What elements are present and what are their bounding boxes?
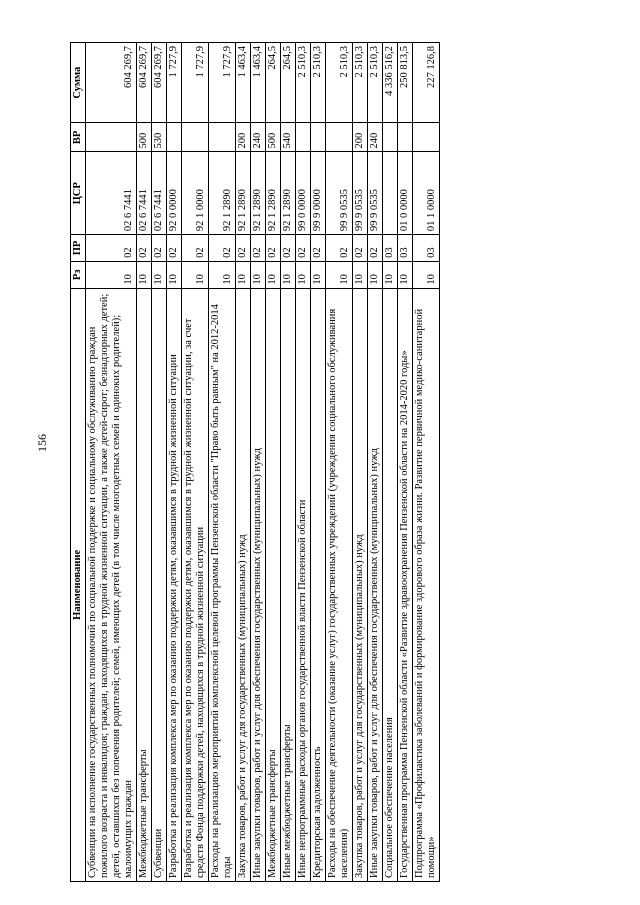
cell-sum: 1 727,9 (182, 43, 209, 123)
cell-vr (413, 123, 440, 152)
table-row (368, 43, 383, 882)
cell-vr (209, 123, 236, 152)
cell-name: Межбюджетные трансферты (137, 288, 152, 881)
cell-csr: 99 0 0000 (296, 152, 311, 235)
cell-csr: 92 1 2890 (281, 152, 296, 235)
cell-rz: 10 (209, 261, 236, 288)
cell-sum: 2 510,3 (353, 43, 368, 123)
budget-table (70, 42, 440, 882)
cell-pr: 03 (383, 235, 398, 262)
cell-rz: 10 (236, 261, 251, 288)
cell-csr: 01 0 0000 (398, 152, 413, 235)
cell-sum: 2 510,3 (311, 43, 326, 123)
cell-rz: 10 (152, 261, 167, 288)
cell-pr: 02 (251, 235, 266, 262)
cell-pr: 02 (167, 235, 182, 262)
cell-vr (182, 123, 209, 152)
cell-csr: 92 1 2890 (209, 152, 236, 235)
header-pr: ПР (71, 235, 86, 262)
cell-vr: 240 (251, 123, 266, 152)
cell-rz: 10 (368, 261, 383, 288)
table-row (311, 43, 326, 882)
cell-csr: 02 6 7441 (86, 152, 137, 235)
cell-sum: 604 269,7 (152, 43, 167, 123)
cell-csr: 02 6 7441 (152, 152, 167, 235)
cell-name: Закупка товаров, работ и услуг для государственных (муниципальных) нужд (353, 288, 368, 881)
cell-pr: 03 (398, 235, 413, 262)
cell-pr: 02 (266, 235, 281, 262)
cell-name: Закупка товаров, работ и услуг для государственных (муниципальных) нужд (236, 288, 251, 881)
cell-pr: 02 (311, 235, 326, 262)
cell-sum: 1 727,9 (167, 43, 182, 123)
cell-pr: 02 (353, 235, 368, 262)
cell-vr: 200 (236, 123, 251, 152)
cell-rz: 10 (296, 261, 311, 288)
cell-pr: 02 (236, 235, 251, 262)
cell-csr: 92 1 2890 (236, 152, 251, 235)
table-row (137, 43, 152, 882)
rotated-page (70, 42, 570, 882)
cell-csr (383, 152, 398, 235)
cell-csr: 99 9 0535 (353, 152, 368, 235)
cell-csr: 92 1 2890 (266, 152, 281, 235)
cell-name: Субвенции на исполнение государственных полномочий по социальной поддержке и социальному обслуживанию граждан пожилого возраста и инвалидов; граждан, находящихся в трудной жизненной ситуации, а также детей-сирот; безнадзорных детей; детей, оставшихся без попечения родителей; семей, имеющих детей (в том числе многодетных семей и одиноких родителей); малоимущих граждан (86, 288, 137, 881)
cell-name: Межбюджетные трансферты (266, 288, 281, 881)
cell-sum: 264,5 (281, 43, 296, 123)
table-row (353, 43, 368, 882)
cell-pr: 02 (152, 235, 167, 262)
cell-rz: 10 (167, 261, 182, 288)
cell-rz: 10 (137, 261, 152, 288)
cell-rz: 10 (251, 261, 266, 288)
cell-pr: 02 (137, 235, 152, 262)
cell-vr (167, 123, 182, 152)
cell-name: Иные закупки товаров, работ и услуг для обеспечения государственных (муниципальных) нужд (368, 288, 383, 881)
cell-csr: 99 9 0535 (368, 152, 383, 235)
table-row (413, 43, 440, 882)
table-row (266, 43, 281, 882)
cell-name: Подпрограмма «Профилактика заболеваний и формирование здорового образа жизни. Развитие первичной медико-санитарной помощи» (413, 288, 440, 881)
cell-csr: 99 9 0535 (326, 152, 353, 235)
cell-csr: 92 1 0000 (182, 152, 209, 235)
table-row (152, 43, 167, 882)
cell-name: Государственная программа Пензенской области «Развитие здравоохранения Пензенской области на 2014-2020 годы» (398, 288, 413, 881)
table-row (209, 43, 236, 882)
page-number: 156 (35, 434, 49, 452)
table-row (251, 43, 266, 882)
cell-vr (383, 123, 398, 152)
cell-vr: 530 (152, 123, 167, 152)
header-name: Наименование (71, 288, 86, 881)
cell-vr: 240 (368, 123, 383, 152)
cell-sum: 2 510,3 (326, 43, 353, 123)
cell-csr: 92 1 2890 (251, 152, 266, 235)
cell-sum: 604 269,7 (137, 43, 152, 123)
cell-rz: 10 (353, 261, 368, 288)
cell-name: Разработка и реализация комплекса мер по оказанию поддержки детям, оказавшимся в трудной жизненной ситуации, за счет средств Фонда поддержки детей, находящихся в трудной жизненной ситуации (182, 288, 209, 881)
table-row (236, 43, 251, 882)
header-vr: ВР (71, 123, 86, 152)
table-row (398, 43, 413, 882)
cell-sum: 250 813,5 (398, 43, 413, 123)
cell-name: Социальное обеспечение населения (383, 288, 398, 881)
cell-name: Расходы на реализацию мероприятий комплексной целевой программы Пензенской области "Право быть равным" на 2012-2014 годы (209, 288, 236, 881)
cell-rz: 10 (281, 261, 296, 288)
cell-pr: 02 (86, 235, 137, 262)
cell-csr: 92 0 0000 (167, 152, 182, 235)
cell-pr: 02 (209, 235, 236, 262)
cell-csr: 99 9 0000 (311, 152, 326, 235)
cell-sum: 264,5 (266, 43, 281, 123)
table-row (326, 43, 353, 882)
cell-name: Субвенции (152, 288, 167, 881)
cell-pr: 02 (368, 235, 383, 262)
cell-vr (86, 123, 137, 152)
cell-pr: 02 (182, 235, 209, 262)
cell-pr: 03 (413, 235, 440, 262)
cell-vr (326, 123, 353, 152)
cell-rz: 10 (182, 261, 209, 288)
cell-rz: 10 (413, 261, 440, 288)
table-row (281, 43, 296, 882)
cell-sum: 4 336 516,2 (383, 43, 398, 123)
cell-sum: 2 510,3 (296, 43, 311, 123)
cell-vr: 200 (353, 123, 368, 152)
table-row (383, 43, 398, 882)
cell-name: Иные закупки товаров, работ и услуг для обеспечения государственных (муниципальных) нужд (251, 288, 266, 881)
table-row (167, 43, 182, 882)
cell-name: Иные межбюджетные трансферты (281, 288, 296, 881)
cell-rz: 10 (326, 261, 353, 288)
cell-name: Расходы на обеспечение деятельности (оказание услуг) государственных учреждений (учреждения социального обслуживания населения) (326, 288, 353, 881)
cell-vr (296, 123, 311, 152)
table-header-row (71, 43, 86, 882)
cell-csr: 01 1 0000 (413, 152, 440, 235)
cell-rz: 10 (266, 261, 281, 288)
header-sum: Сумма (71, 43, 86, 123)
cell-rz: 10 (398, 261, 413, 288)
cell-vr: 540 (281, 123, 296, 152)
table-row (86, 43, 137, 882)
cell-rz: 10 (383, 261, 398, 288)
header-csr: ЦСР (71, 152, 86, 235)
cell-rz: 10 (86, 261, 137, 288)
table-row (296, 43, 311, 882)
cell-rz: 10 (311, 261, 326, 288)
cell-pr: 02 (326, 235, 353, 262)
cell-vr (311, 123, 326, 152)
cell-pr: 02 (281, 235, 296, 262)
table-row (182, 43, 209, 882)
cell-sum: 604 269,7 (86, 43, 137, 123)
cell-name: Кредиторская задолженность (311, 288, 326, 881)
cell-sum: 1 463,4 (251, 43, 266, 123)
header-rz: Рз (71, 261, 86, 288)
cell-name: Разработка и реализация комплекса мер по оказанию поддержки детям, оказавшимся в трудной жизненной ситуации (167, 288, 182, 881)
cell-vr: 500 (137, 123, 152, 152)
cell-pr: 02 (296, 235, 311, 262)
cell-csr: 02 6 7441 (137, 152, 152, 235)
cell-sum: 1 727,9 (209, 43, 236, 123)
cell-name: Иные непрограммные расходы органов государственной власти Пензенской области (296, 288, 311, 881)
cell-sum: 1 463,4 (236, 43, 251, 123)
cell-vr (398, 123, 413, 152)
cell-vr: 500 (266, 123, 281, 152)
cell-sum: 227 126,8 (413, 43, 440, 123)
cell-sum: 2 510,3 (368, 43, 383, 123)
